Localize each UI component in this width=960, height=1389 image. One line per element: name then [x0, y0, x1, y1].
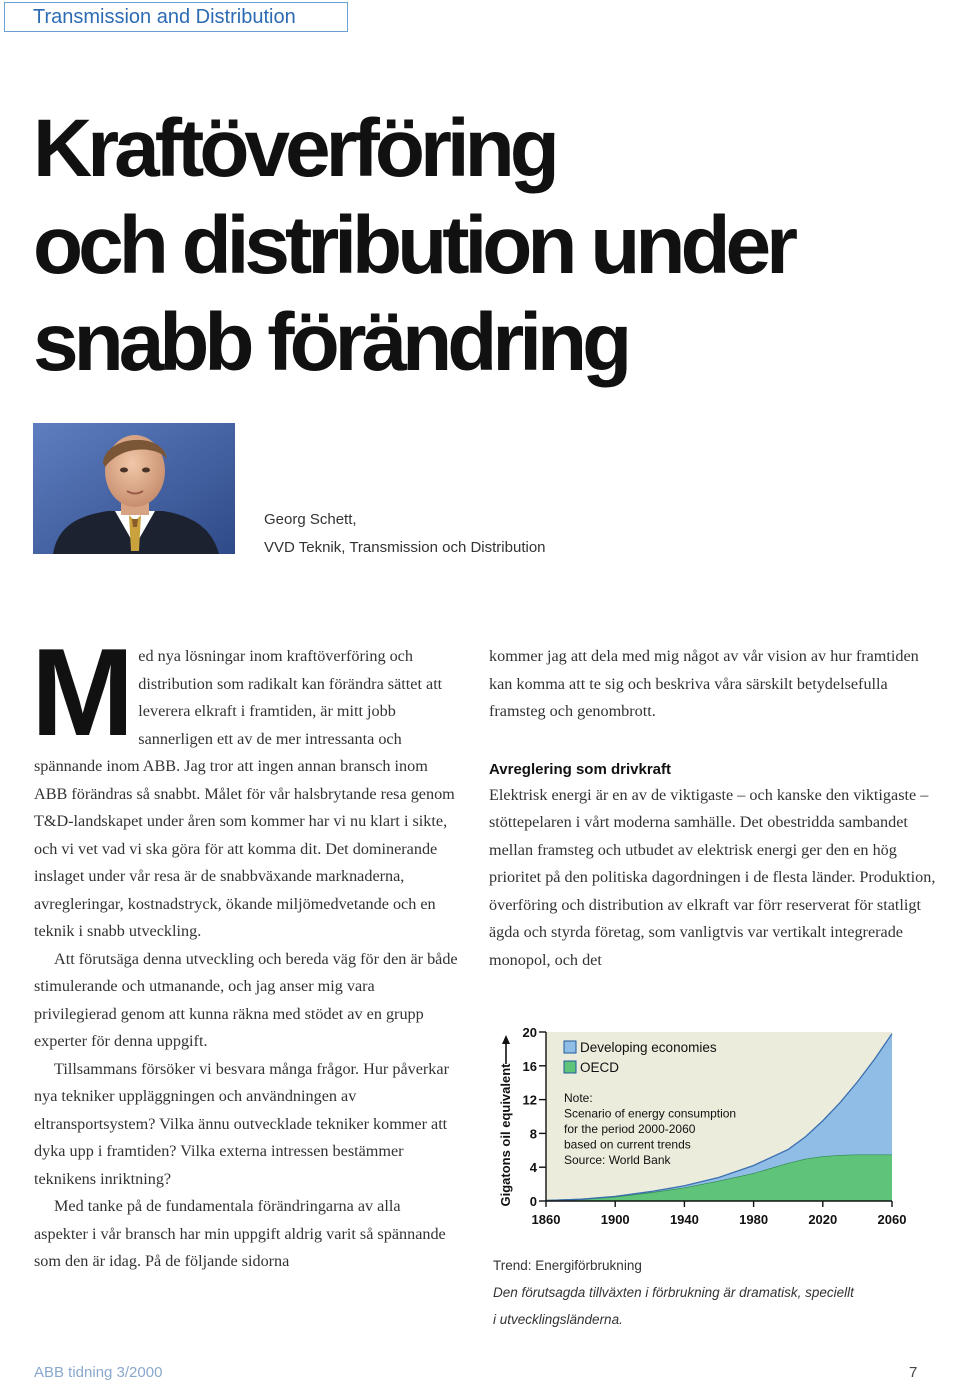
y-axis-arrow	[502, 1035, 510, 1064]
note-line-0: Note:	[564, 1091, 593, 1105]
note-line-1: Scenario of energy consumption	[564, 1106, 737, 1121]
article-right-column	[489, 643, 939, 974]
footer-issue: ABB tidning 3/2000	[34, 1364, 163, 1381]
paragraph-4: Med tanke på de fundamentala förändringarna av alla aspekter i vår bransch har min uppgift aldrig varit så spännande som den är idag. På de följande sidorna	[34, 1197, 446, 1270]
portrait-photo	[33, 423, 235, 554]
x-tick-label-2020: 2020	[808, 1212, 838, 1227]
paragraph-2: Att förutsäga denna utveckling och bereda väg för den är både stimulerande och utmanande, och jag anser mig vara privilegierad genom att kunna räkna med stödet av en grupp experter för denna uppgift.	[34, 949, 458, 1050]
paragraph-continued: kommer jag att dela med mig något av vår vision av hur framtiden kan komma att te sig och beskriva våra särskilt betydelsefulla framsteg och genombrott.	[489, 647, 919, 720]
page-number: 7	[909, 1364, 918, 1381]
legend-swatch-1	[564, 1061, 576, 1073]
portrait-name: Georg Schett,	[264, 511, 357, 528]
note-line-3: based on current trends	[564, 1137, 691, 1152]
x-tick-label-2060: 2060	[877, 1212, 907, 1227]
y-tick-label-12: 12	[522, 1092, 537, 1108]
headline-line-1: Kraftöverföring	[33, 103, 555, 194]
note-line-4: Source: World Bank	[564, 1153, 671, 1167]
paragraph-1	[31, 624, 458, 946]
y-tick-label-8: 8	[529, 1126, 537, 1142]
headline	[33, 100, 793, 391]
energy-consumption-chart	[489, 1020, 929, 1240]
legend-label-1: OECD	[580, 1060, 620, 1075]
legend-label-0: Developing economies	[580, 1040, 717, 1055]
x-tick-label-1900: 1900	[600, 1212, 630, 1227]
paragraph-3: Tillsammans försöker vi besvara många frågor. Hur påverkar nya tekniker uppläggningen och användningen av eltransportsystem? Vilka ännu outvecklade tekniker kommer att dyka upp i framtiden? Vilka externa intressen bestämmer teknikens inriktning?	[34, 1059, 449, 1188]
section-tab: Transmission and Distribution	[4, 2, 348, 32]
paragraph-avreglering: Elektrisk energi är en av de viktigaste – och kanske den viktigaste – stöttepelaren i vårt moderna samhälle. Det obestridda sambandet mellan framsteg och utbudet av elektrisk energi ger den en hög prioritet på den politiska dagordningen i de flesta länder. Produktion, överföring och distribution av elkraft var förr reserverat för statligt ägda och styrda företag, som vanligtvis var vertikalt integrerade monopol, och det	[489, 785, 936, 969]
note-line-2: for the period 2000-2060	[564, 1122, 696, 1136]
y-tick-label-0: 0	[529, 1194, 537, 1209]
chart-caption-title: Trend: Energiförbrukning	[493, 1258, 642, 1273]
x-tick-label-1860: 1860	[531, 1212, 561, 1227]
chart-caption-line-2: i utvecklingsländerna.	[493, 1312, 623, 1327]
y-axis-label: Gigatons oil equivalent	[498, 1063, 513, 1207]
article-left-column	[31, 624, 458, 1276]
y-tick-label-20: 20	[522, 1025, 537, 1040]
drop-cap: M	[31, 624, 131, 762]
x-tick-label-1980: 1980	[739, 1212, 769, 1227]
portrait-caption	[264, 506, 546, 562]
chart-svg	[489, 1020, 929, 1235]
headline-line-3: snabb förändring	[33, 297, 628, 388]
y-tick-label-16: 16	[522, 1058, 537, 1074]
chart-caption-line-1: Den förutsagda tillväxten i förbrukning är dramatisk, speciellt	[493, 1285, 854, 1300]
section-heading: Avreglering som drivkraft	[489, 760, 671, 778]
headline-line-2: och distribution under	[33, 200, 794, 291]
paragraph-1-text: ed nya lösningar inom kraftöverföring och distribution som radikalt kan förändra sättet att leverera elkraft i framtiden, är mitt jobb sannerligen ett av de mer intressanta och spännande inom ABB. Jag tror att ingen annan bransch inom ABB förändras så snabbt. Målet för vår halsbrytande resa genom T&D-landskapet under åren som kommer har vi nu klart i sikte, och vi vet vad vi ska göra för att komma dit. Det dominerande inslaget under vår resa är de snabbväxande marknaderna, avregleringar, kostnadstryck, ökande miljömedvetande och en teknik i snabb utveckling.	[34, 647, 455, 940]
chart-caption	[493, 1252, 854, 1333]
portrait-title: VVD Teknik, Transmission och Distribution	[264, 539, 546, 556]
y-tick-label-4: 4	[529, 1160, 537, 1176]
legend-swatch-0	[564, 1041, 576, 1053]
x-tick-label-1940: 1940	[669, 1212, 699, 1227]
